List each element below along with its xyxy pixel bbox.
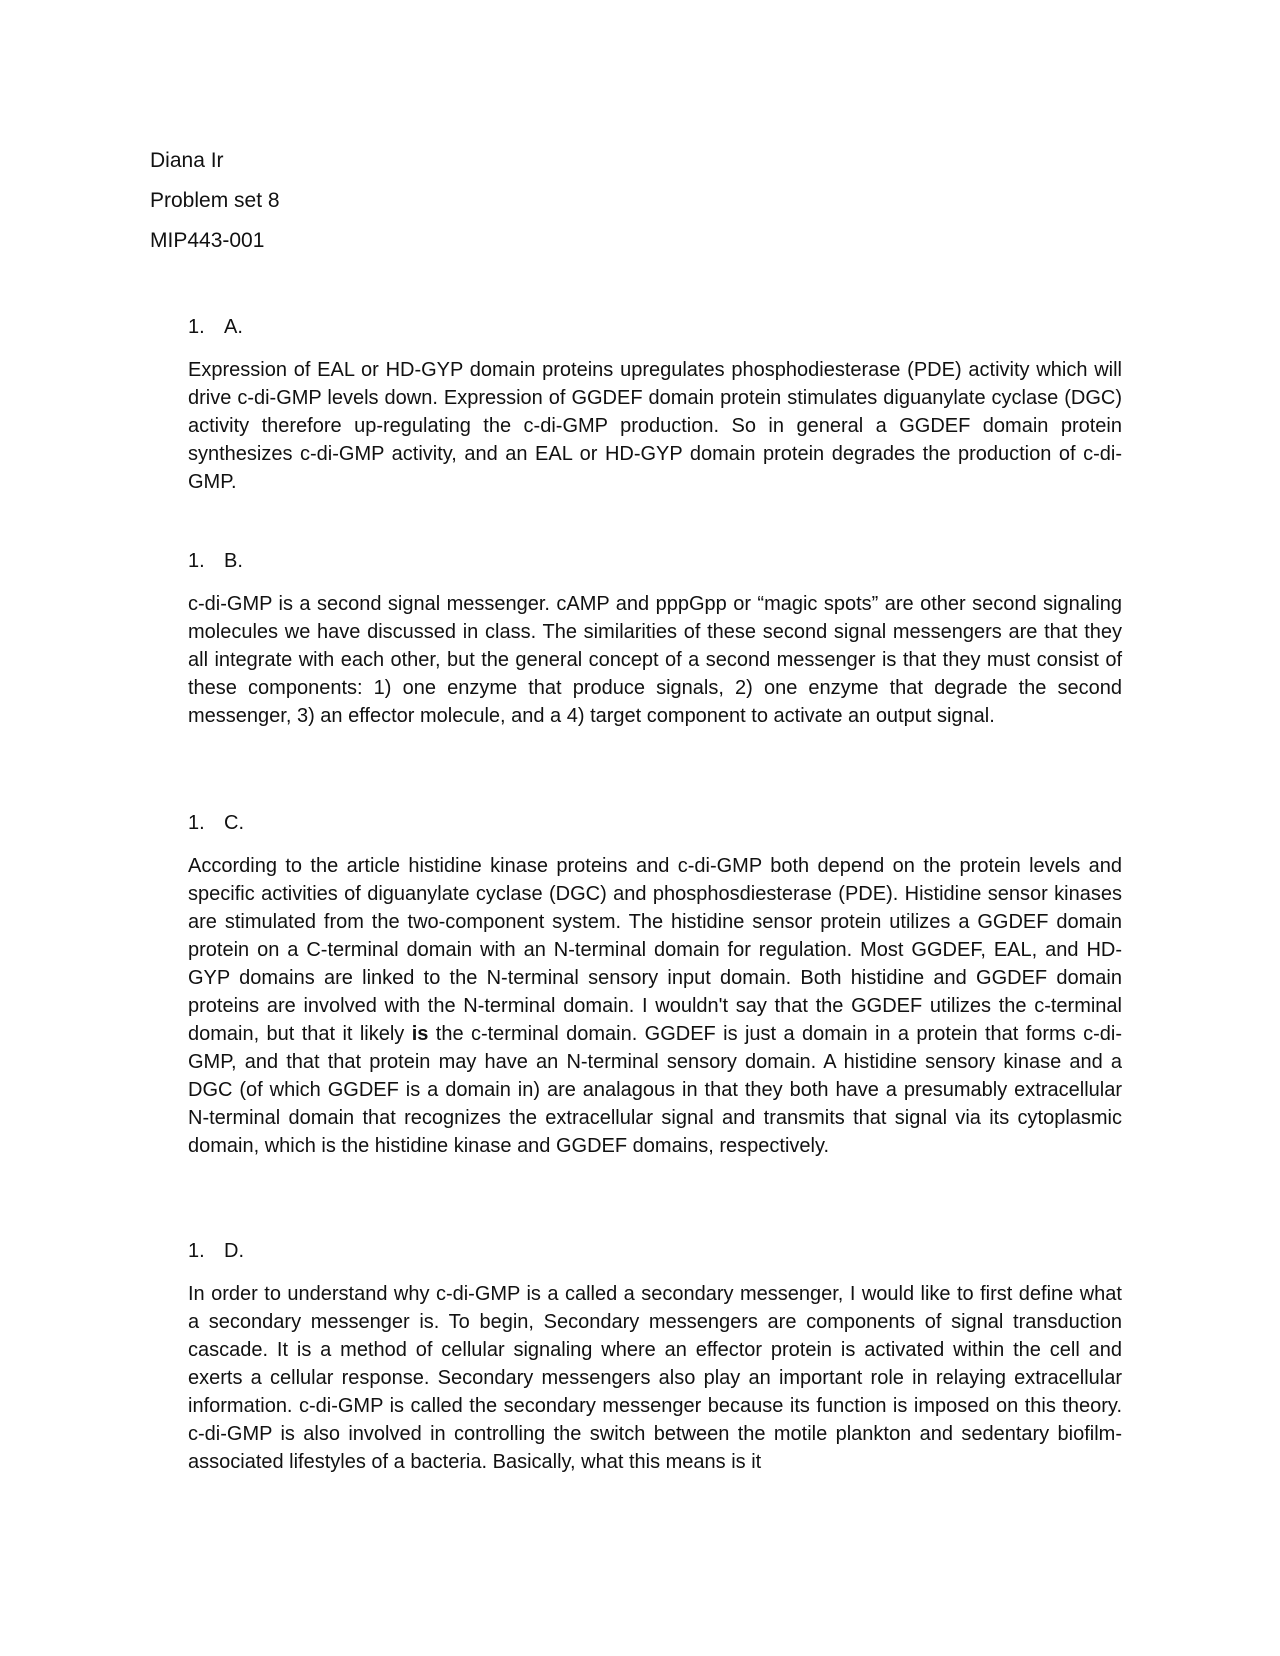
- section-number: 1.: [188, 550, 205, 572]
- document-header: [150, 150, 280, 270]
- section-number: 1.: [188, 812, 205, 834]
- section-heading: [188, 1240, 1122, 1262]
- assignment-title: Problem set 8: [150, 189, 280, 212]
- section-heading: [188, 316, 1122, 338]
- section-body: c-di-GMP is a second signal messenger. cAMP and pppGpp or “magic spots” are other second signaling molecules we have discussed in class. The similarities of these second signal messengers are that they all integrate with each other, but the general concept of a second messenger is that they must consist of these components: 1) one enzyme that produce signals, 2) one enzyme that degrade the second messenger, 3) an effector molecule, and a 4) target component to activate an output signal.: [188, 593, 1122, 727]
- answer-section-1a: [188, 316, 1122, 496]
- answer-section-1c: [188, 812, 1122, 1160]
- answer-section-1b: [188, 550, 1122, 730]
- section-body: [188, 852, 1122, 1160]
- section-letter: A.: [224, 316, 243, 338]
- section-body: In order to understand why c-di-GMP is a called a secondary messenger, I would like to first define what a secondary messenger is. To begin, Secondary messengers are components of signal transduction cascade. It is a method of cellular signaling where an effector protein is activated within the cell and exerts a cellular response. Secondary messengers also play an important role in relaying extracellular information. c-di-GMP is called the secondary messenger because its function is imposed on this theory. c-di-GMP is also involved in controlling the switch between the motile plankton and sedentary biofilm-associated lifestyles of a bacteria. Basically, what this means is it: [188, 1283, 1122, 1473]
- section-number: 1.: [188, 316, 205, 338]
- author-name: Diana Ir: [150, 149, 224, 172]
- section-body: Expression of EAL or HD-GYP domain proteins upregulates phosphodiesterase (PDE) activity which will drive c-di-GMP levels down. Expression of GGDEF domain protein stimulates diguanylate cyclase (DGC) activity therefore up-regulating the c-di-GMP production. So in general a GGDEF domain protein synthesizes c-di-GMP activity, and an EAL or HD-GYP domain protein degrades the production of c-di-GMP.: [188, 359, 1122, 493]
- course-code: MIP443-001: [150, 229, 265, 252]
- body-text-part: the c-terminal domain. GGDEF is just a domain in a protein that forms c-di-GMP, and that that protein may have an N-terminal sensory domain. A histidine sensory kinase and a DGC (of which GGDEF is a domain in) are analagous in that they both have a presumably extracellular N-terminal domain that recognizes the extracellular signal and transmits that signal via its cytoplasmic domain, which is the histidine kinase and GGDEF domains, respectively.: [188, 1023, 1122, 1157]
- section-letter: B.: [224, 550, 243, 572]
- section-heading: [188, 550, 1122, 572]
- answer-section-1d: [188, 1240, 1122, 1476]
- section-heading: [188, 812, 1122, 834]
- emphasized-word: is: [411, 1023, 429, 1045]
- section-number: 1.: [188, 1240, 205, 1262]
- section-letter: C.: [224, 812, 244, 834]
- section-letter: D.: [224, 1240, 244, 1262]
- body-text-part: According to the article histidine kinase proteins and c-di-GMP both depend on the protein levels and specific activities of diguanylate cyclase (DGC) and phosphosdiesterase (PDE). Histidine sensor kinases are stimulated from the two-component system. The histidine sensor protein utilizes a GGDEF domain protein on a C-terminal domain with an N-terminal domain for regulation. Most GGDEF, EAL, and HD-GYP domains are linked to the N-terminal sensory input domain. Both histidine and GGDEF domain proteins are involved with the N-terminal domain. I wouldn't say that the GGDEF utilizes the c-terminal domain, but that it likely: [188, 855, 1122, 1045]
